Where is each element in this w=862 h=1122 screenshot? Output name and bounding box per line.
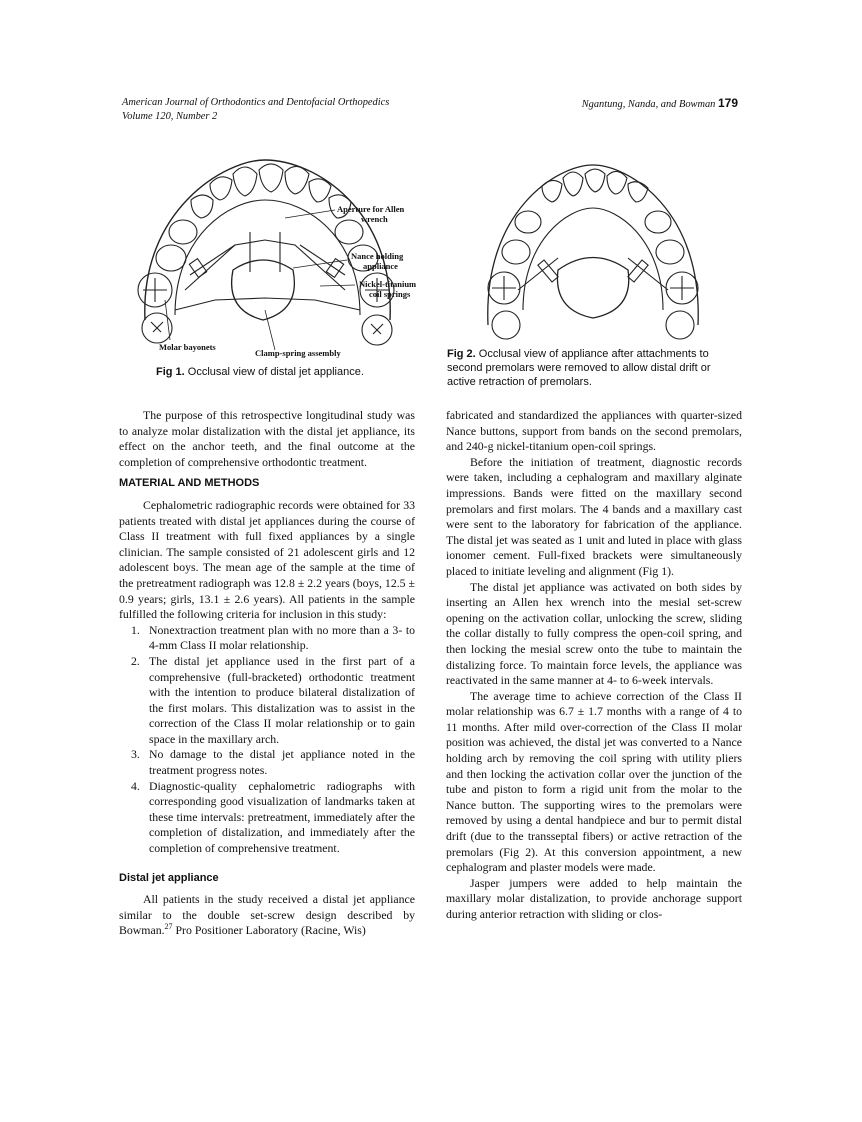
label-molar-bayonets: Molar bayonets [159, 342, 216, 352]
criteria-number: 1. [131, 622, 140, 637]
distal-jet-text-a: All patients in the study received a distal jet appliance similar to the double set-screw design described by Bowman. [119, 892, 415, 938]
left-column [119, 408, 415, 939]
criteria-text: Diagnostic-quality cephalometric radiographs with corresponding good visualization of landmarks taken at these time intervals: pretreatment, immediately after the completion of distalization, and immediately after the completion of comprehensive treatment. [149, 778, 415, 856]
right-column [446, 408, 742, 923]
criteria-item [119, 747, 415, 778]
criteria-item [119, 623, 415, 654]
methods-paragraph: Cephalometric radiographic records were obtained for 33 patients treated with distal jet appliances during the course of Class II treatment with full fixed appliances by a single clinician. The sample consisted of 21 adolescent girls and 12 adolescent boys. The mean age of the sample at the time of the pretreatment radiograph was 12.8 ± 2.2 years (boys, 12.5 ± 0.9 years; girls, 13.1 ± 2.6 years). All patients in the sample fulfilled the following criteria for inclusion in this study: [119, 497, 415, 622]
distal-jet-paragraph [119, 892, 415, 939]
label-aperture-2: wrench [361, 214, 388, 224]
label-nance: Nance holding [351, 251, 404, 261]
figure-1-illustration [115, 150, 445, 365]
authors: Ngantung, Nanda, and Bowman [581, 99, 716, 110]
criteria-text: No damage to the distal jet appliance noted in the treatment progress notes. [149, 747, 415, 778]
journal-volume: Volume 120, Number 2 [122, 111, 218, 122]
right-paragraph-4: The average time to achieve correction of the Class II molar relationship was 6.7 ± 1.7 months with a range of 4 to 11 months. After mild over-correction of the Class II molar position was achieved, the distal jet was converted to a Nance holding arch by removing the coil spring with utility pliers and then locking the activation collar over the junction of the tube and piston to form a rigid unit from the molar to the Nance button. The supporting wires to the premolars were removed by using a dental handpiece and bur to permit distal drift (due to the transseptal fibers) or active retraction of the premolars (Fig 2). At this conversion appointment, a new cephalogram and plaster models were made. [446, 688, 742, 875]
criteria-number: 4. [131, 778, 140, 793]
figure-2-caption [447, 347, 742, 389]
label-nance-2: appliance [363, 261, 398, 271]
journal-title: American Journal of Orthodontics and Dentofacial Orthopedics [122, 97, 390, 108]
criteria-item [119, 654, 415, 748]
criteria-text: The distal jet appliance used in the first part of a comprehensive (full-bracketed) orthodontic treatment with the intention to produce bilateral distalization of the first molars. This distalization was to assist in the correction of the Class II molar relationship or to gain space in the maxillary arch. [149, 653, 415, 746]
right-paragraph-5: Jasper jumpers were added to help maintain the maxillary molar distalization, to provide anchorage support during anterior retraction with sliding or clos- [446, 875, 742, 921]
author-page [582, 96, 738, 112]
journal-info [122, 96, 389, 124]
heading-material-methods: MATERIAL AND METHODS [119, 477, 260, 490]
label-aperture: Aperture for Allen [337, 204, 405, 214]
figure-1-caption-label: Fig 1. [156, 366, 185, 378]
figure-1-caption-text: Occlusal view of distal jet appliance. [184, 366, 364, 378]
figure-1-caption [156, 365, 396, 379]
label-niti: Nickel-titanium [359, 279, 417, 289]
criteria-item [119, 779, 415, 857]
label-niti-2: coil springs [369, 289, 411, 299]
page-number: 179 [717, 96, 738, 110]
figure-2-caption-label: Fig 2. [447, 348, 476, 360]
criteria-number: 3. [131, 747, 140, 762]
right-paragraph-2: Before the initiation of treatment, diagnostic records were taken, including a cephalogram and maxillary alginate impressions. Bands were fitted on the maxillary second premolars and first molars. The 4 bands and a maxillary cast were sent to the laboratory for fabrication of the appliance. The distal jet was seated as 1 unit and luted in place with glass ionomer cement. Full-fixed brackets were simultaneously placed to initiate leveling and alignment (Fig 1). [446, 454, 742, 578]
criteria-number: 2. [131, 653, 140, 668]
criteria-text: Nonextraction treatment plan with no more than a 3- to 4-mm Class II molar relationship. [149, 622, 415, 653]
right-paragraph-3: The distal jet appliance was activated on both sides by inserting an Allen hex wrench into the mesial set-screw opening on the activation collar, unlocking the screw, sliding the collar distally to fully compress the open-coil spring, and then locking the mesial screw onto the tube to maintain the distalizing force. To maintain force levels, the appliance was reactivated in the same manner at 4- to 6-week intervals. [446, 579, 742, 688]
inclusion-criteria-list [119, 623, 415, 857]
distal-jet-text-b: Pro Positioner Laboratory (Racine, Wis) [172, 923, 366, 938]
figure-2-caption-text: Occlusal view of appliance after attachments to second premolars were removed to allow distal drift or active retraction of premolars. [447, 348, 711, 388]
right-paragraph-1: fabricated and standardized the appliances with quarter-sized Nance buttons, support from bands on the second premolars, and 240-g nickel-titanium open-coil springs. [446, 408, 742, 454]
label-clamp-spring: Clamp-spring assembly [255, 348, 341, 358]
intro-paragraph: The purpose of this retrospective longitudinal study was to analyze molar distalization with the distal jet appliance, its effect on the anchor teeth, and the final outcome at the completion of comprehensive orthodontic treatment. [119, 408, 415, 469]
figure-2-illustration [468, 160, 718, 345]
heading-distal-jet: Distal jet appliance [119, 871, 219, 884]
reference-superscript: 27 [164, 922, 173, 932]
